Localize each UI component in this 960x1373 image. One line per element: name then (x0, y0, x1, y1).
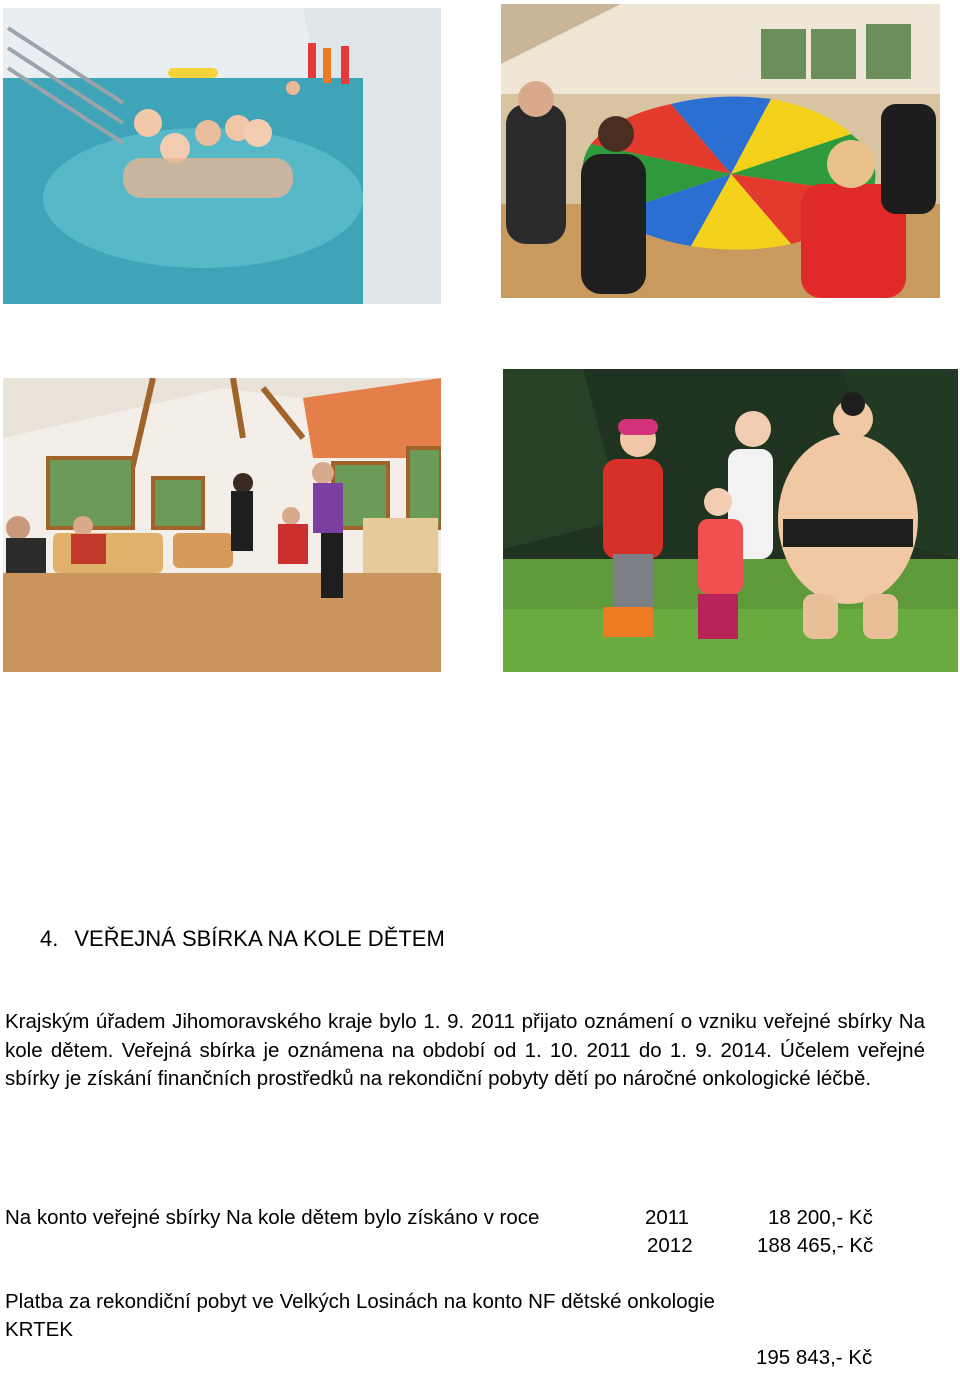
collection-intro: Na konto veřejné sbírky Na kole dětem bylo získáno v roce (5, 1206, 540, 1229)
parachute-game-photo (501, 4, 940, 298)
collection-amount-2012: 188 465,- Kč (757, 1234, 874, 1257)
collection-year-2012: 2012 (647, 1234, 693, 1257)
garden-sumo-costume-photo (503, 369, 958, 672)
swimming-pool-photo (3, 8, 441, 304)
payment-recipient: KRTEK (5, 1318, 73, 1341)
section-title: VEŘEJNÁ SBÍRKA NA KOLE DĚTEM (74, 926, 445, 951)
gym-hall-photo (3, 378, 441, 672)
collection-amount-2011: 18 200,- Kč (768, 1206, 873, 1229)
section-heading (40, 926, 445, 952)
payment-description: Platba za rekondiční pobyt ve Velkých Losinách na konto NF dětské onkologie (5, 1290, 715, 1313)
section-number: 4. (40, 926, 59, 951)
payment-amount: 195 843,- Kč (756, 1346, 873, 1369)
collection-description: Krajským úřadem Jihomoravského kraje bylo 1. 9. 2011 přijato oznámení o vzniku veřejné sbírky Na kole dětem. Veřejná sbírka je oznámena na období od 1. 10. 2011 do 1. 9. 2014. Účelem veřejné sbírky je získání finančních prostředků na rekondiční pobyty dětí po náročné onkologické léčbě. (5, 1010, 925, 1090)
collection-year-2011: 2011 (645, 1206, 690, 1229)
